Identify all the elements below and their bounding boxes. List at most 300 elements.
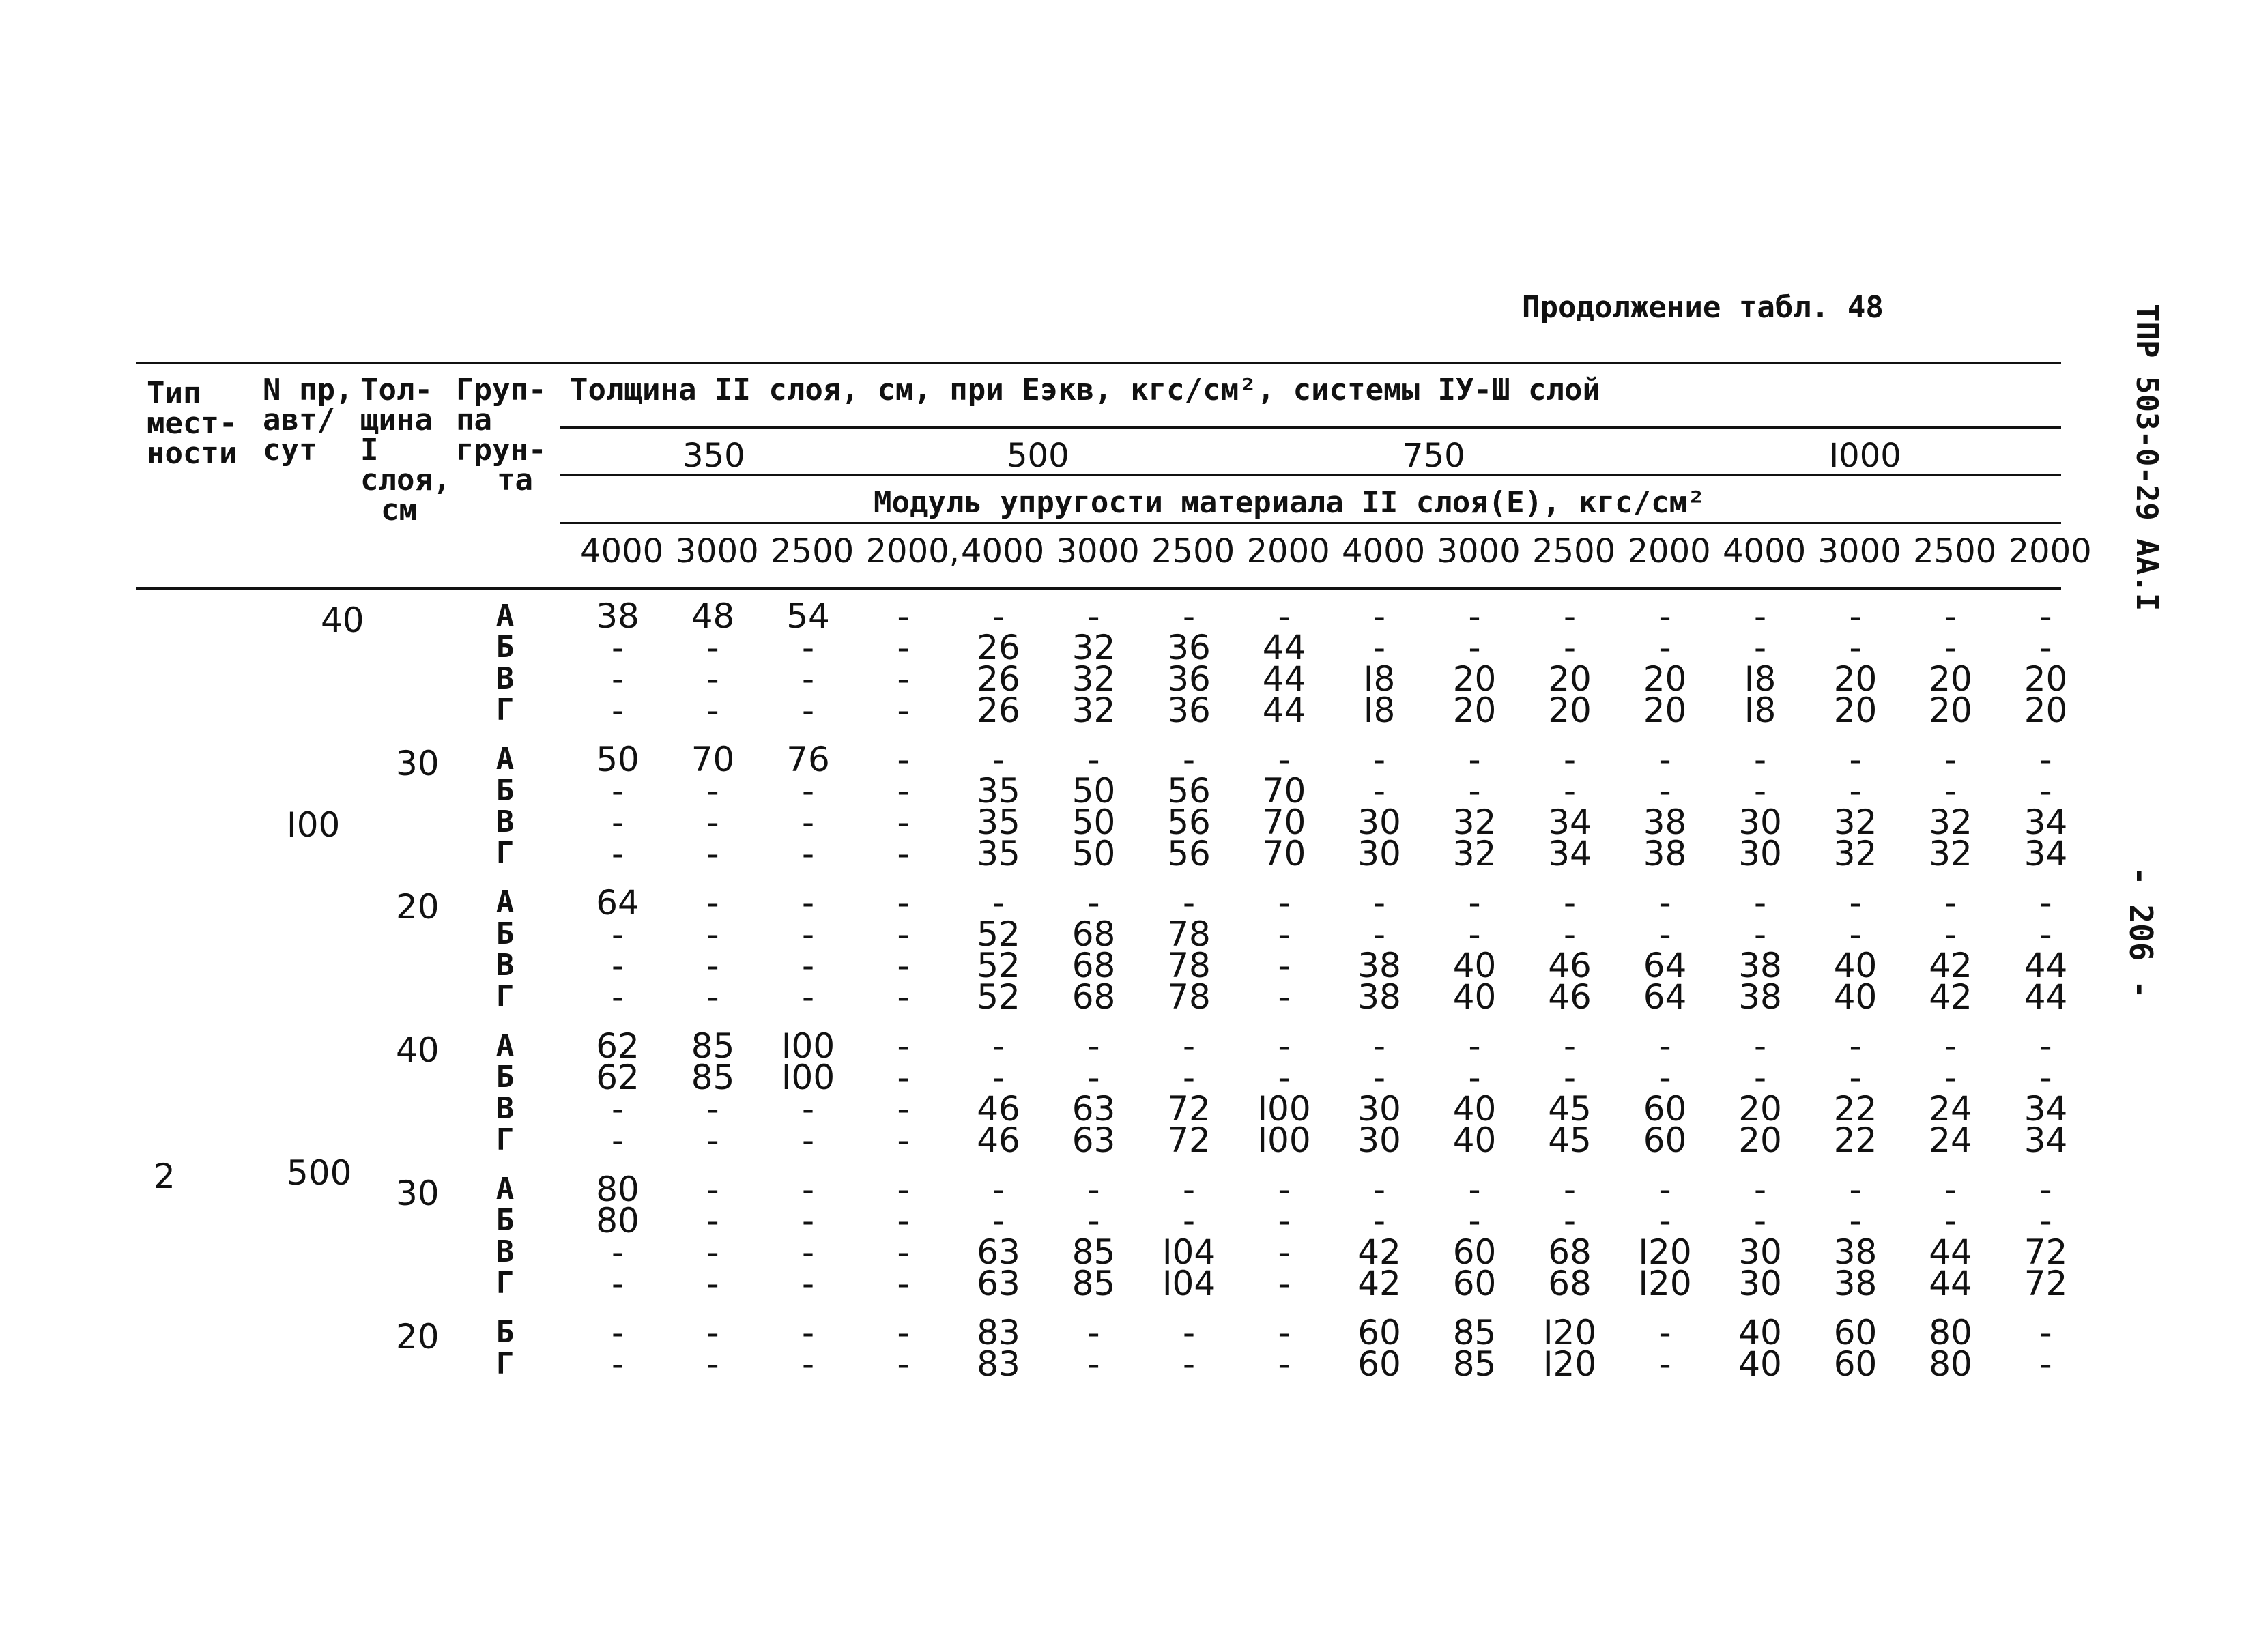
table-cell: 38 xyxy=(1738,946,1782,985)
header-traffic: N пр, авт/ сут xyxy=(263,373,354,467)
modulus-value: 3000 xyxy=(1056,532,1140,570)
table-cell: 32 xyxy=(1833,834,1878,873)
soil-group: А xyxy=(495,598,515,633)
table-cell: 60 xyxy=(1643,1089,1687,1129)
table-cell: 64 xyxy=(596,883,639,923)
table-cell: 20 xyxy=(1738,1120,1782,1160)
modulus-value: 2500 xyxy=(771,532,854,570)
table-cell: 26 xyxy=(977,691,1020,730)
table-cell: - xyxy=(706,771,719,811)
table-cell: I20 xyxy=(1542,1344,1597,1384)
table-cell: - xyxy=(1278,1058,1291,1097)
table-cell: I8 xyxy=(1363,659,1396,699)
table-cell: - xyxy=(1563,1170,1577,1209)
table-cell: - xyxy=(611,977,624,1017)
table-cell: 30 xyxy=(1738,1232,1782,1272)
table-cell: 32 xyxy=(1833,802,1878,842)
table-cell: - xyxy=(1753,1170,1767,1209)
table-cell: - xyxy=(1658,1026,1671,1066)
table-cell: - xyxy=(1278,1232,1291,1272)
table-cell: - xyxy=(2039,1313,2052,1352)
soil-group: Г xyxy=(495,979,515,1014)
table-cell: 56 xyxy=(1167,802,1211,842)
table-cell: - xyxy=(1182,1170,1196,1209)
table-cell: 68 xyxy=(1548,1232,1592,1272)
table-cell: 50 xyxy=(1072,834,1116,873)
table-cell: I20 xyxy=(1638,1264,1692,1303)
table-cell: 52 xyxy=(977,977,1020,1017)
table-cell: - xyxy=(706,883,719,923)
modulus-value: 2000 xyxy=(1627,532,1711,570)
table-cell: - xyxy=(1944,1170,1957,1209)
table-cell: - xyxy=(801,1344,815,1384)
table-cell: 20 xyxy=(1548,691,1592,730)
table-cell: - xyxy=(1849,883,1862,923)
table-cell: - xyxy=(1468,914,1481,954)
table-cell: - xyxy=(1372,883,1386,923)
table-cell: 30 xyxy=(1357,1120,1401,1160)
modulus-value: 2000 xyxy=(1246,532,1330,570)
table-cell: 30 xyxy=(1357,1089,1401,1129)
table-cell: - xyxy=(801,1232,815,1272)
modulus-value: 2500 xyxy=(1151,532,1235,570)
table-cell: 26 xyxy=(977,659,1020,699)
table-cell: - xyxy=(1372,771,1386,811)
table-cell: - xyxy=(1182,740,1196,779)
table-cell: 60 xyxy=(1357,1344,1401,1384)
table-cell: 36 xyxy=(1167,659,1211,699)
table-cell: 30 xyxy=(1738,1264,1782,1303)
modulus-value: 3000 xyxy=(1437,532,1521,570)
table-cell: 38 xyxy=(1738,977,1782,1017)
table-cell: - xyxy=(1087,1313,1100,1352)
table-cell: - xyxy=(801,691,815,730)
soil-group: Г xyxy=(495,1346,515,1381)
table-cell: - xyxy=(1849,914,1862,954)
table-cell: 64 xyxy=(1643,946,1687,985)
table-cell: - xyxy=(1563,1201,1577,1241)
table-cell: 40 xyxy=(1452,1089,1497,1129)
table-cell: 62 xyxy=(596,1058,639,1097)
table-cell: 54 xyxy=(786,596,830,636)
table-cell: - xyxy=(1087,1058,1100,1097)
table-cell: - xyxy=(706,914,719,954)
table-cell: - xyxy=(1087,596,1100,636)
table-cell: 38 xyxy=(1357,946,1401,985)
table-cell: I20 xyxy=(1638,1232,1692,1272)
modulus-value: 4000 xyxy=(961,532,1045,570)
table-cell: - xyxy=(992,1058,1005,1097)
table-cell: 40 xyxy=(1738,1344,1782,1384)
table-cell: - xyxy=(706,1170,719,1209)
table-cell: - xyxy=(1182,1201,1196,1241)
table-cell: - xyxy=(1468,1201,1481,1241)
table-cell: 42 xyxy=(1929,977,1972,1017)
table-cell: - xyxy=(897,740,910,779)
table-cell: 20 xyxy=(1833,691,1878,730)
table-cell: 68 xyxy=(1072,914,1116,954)
table-cell: 20 xyxy=(1548,659,1592,699)
table-cell: 48 xyxy=(691,596,735,636)
table-cell: 56 xyxy=(1167,771,1211,811)
table-cell: - xyxy=(1658,1344,1671,1384)
table-cell: - xyxy=(897,1170,910,1209)
table-cell: - xyxy=(801,883,815,923)
table-cell: - xyxy=(801,946,815,985)
header-layer-thickness: Тол- щина I слоя, см xyxy=(360,373,451,527)
table-cell: I20 xyxy=(1542,1313,1597,1352)
table-cell: - xyxy=(611,691,624,730)
table-cell: 40 xyxy=(1738,1313,1782,1352)
table-cell: 44 xyxy=(1262,628,1306,667)
table-cell: - xyxy=(1182,596,1196,636)
table-cell: - xyxy=(897,977,910,1017)
table-cell: - xyxy=(706,1344,719,1384)
table-cell: - xyxy=(897,596,910,636)
table-cell: - xyxy=(1753,1201,1767,1241)
table-cell: 85 xyxy=(1072,1232,1116,1272)
table-cell: - xyxy=(1182,1026,1196,1066)
soil-group: Б xyxy=(495,916,515,951)
table-cell: 80 xyxy=(1929,1313,1972,1352)
soil-group: Г xyxy=(495,836,515,871)
table-cell: - xyxy=(1182,1313,1196,1352)
table-cell: - xyxy=(801,628,815,667)
table-cell: 38 xyxy=(1643,802,1687,842)
header-main-title: Толщина II слоя, см, при Eэкв, кгс/см², системы IУ-Ш слой xyxy=(570,373,1600,407)
header-soil-group: Груп- па грун- та xyxy=(456,373,547,497)
table-cell: - xyxy=(1182,1058,1196,1097)
table-cell: 60 xyxy=(1833,1344,1878,1384)
table-cell: - xyxy=(611,946,624,985)
table-cell: - xyxy=(1753,628,1767,667)
table-cell: - xyxy=(1563,914,1577,954)
table-cell: - xyxy=(1658,628,1671,667)
table-cell: 85 xyxy=(1452,1313,1497,1352)
page-number: - 206 - xyxy=(2123,867,2159,999)
table-cell: - xyxy=(706,691,719,730)
table-cell: 68 xyxy=(1072,946,1116,985)
table-cell: 38 xyxy=(1357,977,1401,1017)
table-cell: 36 xyxy=(1167,691,1211,730)
eekv-1000: I000 xyxy=(1829,437,1901,475)
table-cell: 20 xyxy=(1643,659,1687,699)
table-cell: - xyxy=(897,1089,910,1129)
table-cell: - xyxy=(897,883,910,923)
table-cell: I00 xyxy=(1257,1089,1311,1129)
table-cell: - xyxy=(1563,771,1577,811)
table-cell: - xyxy=(1849,771,1862,811)
table-cell: 22 xyxy=(1833,1089,1878,1129)
table-cell: - xyxy=(1182,883,1196,923)
table-cell: - xyxy=(1372,1170,1386,1209)
table-cell: - xyxy=(897,1313,910,1352)
table-cell: - xyxy=(801,802,815,842)
table-cell: 34 xyxy=(1548,802,1592,842)
table-cell: - xyxy=(897,1232,910,1272)
table-cell: 46 xyxy=(977,1120,1020,1160)
table-cell: - xyxy=(2039,771,2052,811)
table-cell: - xyxy=(706,1232,719,1272)
table-cell: - xyxy=(1658,1058,1671,1097)
table-cell: 63 xyxy=(1072,1089,1116,1129)
table-cell: - xyxy=(1087,1170,1100,1209)
table-cell: - xyxy=(801,1201,815,1241)
table-cell: - xyxy=(992,1026,1005,1066)
table-cell: 34 xyxy=(2024,802,2068,842)
rule-top xyxy=(136,362,2061,364)
table-cell: - xyxy=(1753,740,1767,779)
table-cell: - xyxy=(1278,1170,1291,1209)
table-cell: - xyxy=(801,977,815,1017)
table-cell: 60 xyxy=(1643,1120,1687,1160)
table-cell: - xyxy=(1278,977,1291,1017)
table-cell: 40 xyxy=(1452,946,1497,985)
table-cell: - xyxy=(1658,740,1671,779)
soil-group: А xyxy=(495,1172,515,1206)
table-cell: 32 xyxy=(1072,691,1116,730)
table-cell: 50 xyxy=(596,740,639,779)
table-cell: - xyxy=(1658,1201,1671,1241)
table-cell: 83 xyxy=(977,1313,1020,1352)
table-cell: 56 xyxy=(1167,834,1211,873)
soil-group: В xyxy=(495,1091,515,1126)
table-cell: - xyxy=(706,659,719,699)
table-cell: - xyxy=(2039,1058,2052,1097)
table-cell: - xyxy=(1944,740,1957,779)
table-cell: 76 xyxy=(786,740,830,779)
table-cell: 72 xyxy=(1167,1120,1211,1160)
table-cell: - xyxy=(897,1026,910,1066)
soil-group: В xyxy=(495,948,515,983)
modulus-value: 3000 xyxy=(1817,532,1901,570)
table-cell: 85 xyxy=(691,1026,735,1066)
modulus-value: 4000 xyxy=(1342,532,1426,570)
table-cell: - xyxy=(1278,1344,1291,1384)
modulus-value: 4000 xyxy=(1723,532,1807,570)
soil-group: А xyxy=(495,885,515,920)
soil-group: Г xyxy=(495,1122,515,1157)
table-cell: - xyxy=(611,1089,624,1129)
document-code: ТПР 503-0-29 АА.I xyxy=(2129,304,2164,611)
table-cell: - xyxy=(1944,771,1957,811)
table-cell: - xyxy=(1658,914,1671,954)
soil-group: Б xyxy=(495,773,515,808)
table-cell: 20 xyxy=(1452,659,1497,699)
table-cell: - xyxy=(1563,596,1577,636)
table-cell: 46 xyxy=(1548,946,1592,985)
table-cell: 38 xyxy=(596,596,639,636)
table-cell: - xyxy=(706,628,719,667)
table-cell: - xyxy=(706,1089,719,1129)
table-cell: - xyxy=(1182,1344,1196,1384)
table-caption: Продолжение табл. 48 xyxy=(1522,290,1884,325)
table-cell: - xyxy=(1849,596,1862,636)
soil-group: Б xyxy=(495,1315,515,1350)
table-cell: 78 xyxy=(1167,914,1211,954)
table-cell: - xyxy=(611,1313,624,1352)
table-cell: - xyxy=(897,1058,910,1097)
table-cell: I00 xyxy=(781,1026,835,1066)
table-cell: - xyxy=(1087,1344,1100,1384)
table-cell: 52 xyxy=(977,946,1020,985)
table-cell: - xyxy=(706,1264,719,1303)
table-cell: - xyxy=(1278,740,1291,779)
table-cell: 45 xyxy=(1548,1120,1592,1160)
table-cell: 78 xyxy=(1167,946,1211,985)
table-cell: 70 xyxy=(1262,802,1306,842)
table-cell: - xyxy=(2039,628,2052,667)
table-cell: - xyxy=(1468,1170,1481,1209)
table-cell: - xyxy=(1658,596,1671,636)
table-cell: 60 xyxy=(1452,1264,1497,1303)
table-cell: 32 xyxy=(1452,834,1497,873)
table-cell: - xyxy=(1658,1313,1671,1352)
table-cell: - xyxy=(1753,1026,1767,1066)
table-cell: - xyxy=(1849,740,1862,779)
table-cell: - xyxy=(2039,596,2052,636)
table-cell: 63 xyxy=(977,1264,1020,1303)
table-cell: 38 xyxy=(1833,1232,1878,1272)
table-cell: - xyxy=(1944,1058,1957,1097)
table-cell: 20 xyxy=(2024,691,2068,730)
table-cell: 80 xyxy=(596,1201,639,1241)
table-cell: - xyxy=(1372,1058,1386,1097)
table-cell: 44 xyxy=(1262,659,1306,699)
table-cell: 34 xyxy=(2024,1089,2068,1129)
table-cell: - xyxy=(1468,596,1481,636)
modulus-value: 4000 xyxy=(580,532,664,570)
table-cell: 40 xyxy=(1833,977,1878,1017)
table-cell: 20 xyxy=(1738,1089,1782,1129)
table-cell: - xyxy=(2039,1170,2052,1209)
table-cell: - xyxy=(1753,883,1767,923)
modulus-value: 3000 xyxy=(675,532,759,570)
table-cell: 32 xyxy=(1072,659,1116,699)
table-cell: - xyxy=(611,1232,624,1272)
table-cell: I00 xyxy=(781,1058,835,1097)
table-cell: - xyxy=(801,1089,815,1129)
table-cell: 46 xyxy=(1548,977,1592,1017)
soil-group: В xyxy=(495,805,515,839)
table-cell: 44 xyxy=(2024,946,2068,985)
table-cell: 70 xyxy=(1262,771,1306,811)
table-cell: - xyxy=(897,659,910,699)
table-cell: - xyxy=(1944,596,1957,636)
layer-thickness: 20 xyxy=(396,887,440,927)
table-cell: 85 xyxy=(1072,1264,1116,1303)
modulus-value: 2500 xyxy=(1913,532,1997,570)
table-cell: 63 xyxy=(1072,1120,1116,1160)
table-cell: - xyxy=(1944,883,1957,923)
table-cell: 38 xyxy=(1643,834,1687,873)
table-cell: 63 xyxy=(977,1232,1020,1272)
table-cell: - xyxy=(706,977,719,1017)
table-cell: 32 xyxy=(1072,628,1116,667)
table-cell: 35 xyxy=(977,802,1020,842)
rule-under-title xyxy=(560,426,2061,429)
table-cell: 42 xyxy=(1929,946,1972,985)
table-cell: - xyxy=(897,1120,910,1160)
table-cell: - xyxy=(1849,628,1862,667)
table-cell: - xyxy=(1944,628,1957,667)
table-cell: 38 xyxy=(1833,1264,1878,1303)
table-cell: - xyxy=(1372,1026,1386,1066)
table-cell: 35 xyxy=(977,771,1020,811)
table-cell: - xyxy=(1944,1201,1957,1241)
table-cell: 42 xyxy=(1357,1264,1401,1303)
table-cell: 40 xyxy=(1452,977,1497,1017)
table-cell: - xyxy=(1278,946,1291,985)
table-cell: - xyxy=(611,802,624,842)
rule-header-bottom xyxy=(136,587,2061,590)
table-cell: - xyxy=(1468,740,1481,779)
header-terrain-type: Тип мест- ности xyxy=(147,376,238,471)
table-cell: 32 xyxy=(1452,802,1497,842)
layer-thickness: 40 xyxy=(321,600,364,640)
table-cell: - xyxy=(706,1313,719,1352)
table-cell: 44 xyxy=(2024,977,2068,1017)
table-cell: - xyxy=(2039,883,2052,923)
table-cell: - xyxy=(897,946,910,985)
table-cell: 22 xyxy=(1833,1120,1878,1160)
table-cell: - xyxy=(1658,883,1671,923)
table-cell: - xyxy=(1278,1313,1291,1352)
table-cell: 85 xyxy=(691,1058,735,1097)
table-cell: - xyxy=(1753,771,1767,811)
table-cell: - xyxy=(1087,883,1100,923)
table-cell: - xyxy=(897,1264,910,1303)
table-cell: - xyxy=(1468,771,1481,811)
table-cell: 40 xyxy=(1452,1120,1497,1160)
table-cell: - xyxy=(1563,1058,1577,1097)
soil-group: А xyxy=(495,742,515,777)
table-cell: - xyxy=(1278,596,1291,636)
table-cell: - xyxy=(1563,628,1577,667)
soil-group: Г xyxy=(495,693,515,727)
eekv-750: 750 xyxy=(1403,437,1465,475)
table-cell: - xyxy=(801,659,815,699)
table-cell: - xyxy=(1372,740,1386,779)
table-cell: 50 xyxy=(1072,802,1116,842)
table-cell: 68 xyxy=(1072,977,1116,1017)
table-cell: 60 xyxy=(1833,1313,1878,1352)
table-cell: - xyxy=(992,1170,1005,1209)
table-cell: - xyxy=(1087,1201,1100,1241)
table-cell: 44 xyxy=(1262,691,1306,730)
eekv-350: 350 xyxy=(682,437,745,475)
table-cell: 83 xyxy=(977,1344,1020,1384)
soil-group: Б xyxy=(495,1060,515,1095)
table-cell: - xyxy=(1372,914,1386,954)
table-cell: - xyxy=(897,914,910,954)
table-cell: - xyxy=(611,834,624,873)
table-cell: 30 xyxy=(1357,834,1401,873)
table-cell: - xyxy=(1468,628,1481,667)
table-cell: - xyxy=(1468,1026,1481,1066)
table-cell: - xyxy=(1658,771,1671,811)
table-cell: - xyxy=(2039,914,2052,954)
table-cell: 34 xyxy=(2024,1120,2068,1160)
table-cell: 24 xyxy=(1929,1089,1972,1129)
table-cell: - xyxy=(1563,1026,1577,1066)
terrain-type-value: 2 xyxy=(154,1157,175,1196)
table-cell: 72 xyxy=(2024,1264,2068,1303)
soil-group: Г xyxy=(495,1266,515,1301)
table-cell: - xyxy=(801,1264,815,1303)
table-cell: - xyxy=(801,771,815,811)
table-cell: - xyxy=(1278,914,1291,954)
